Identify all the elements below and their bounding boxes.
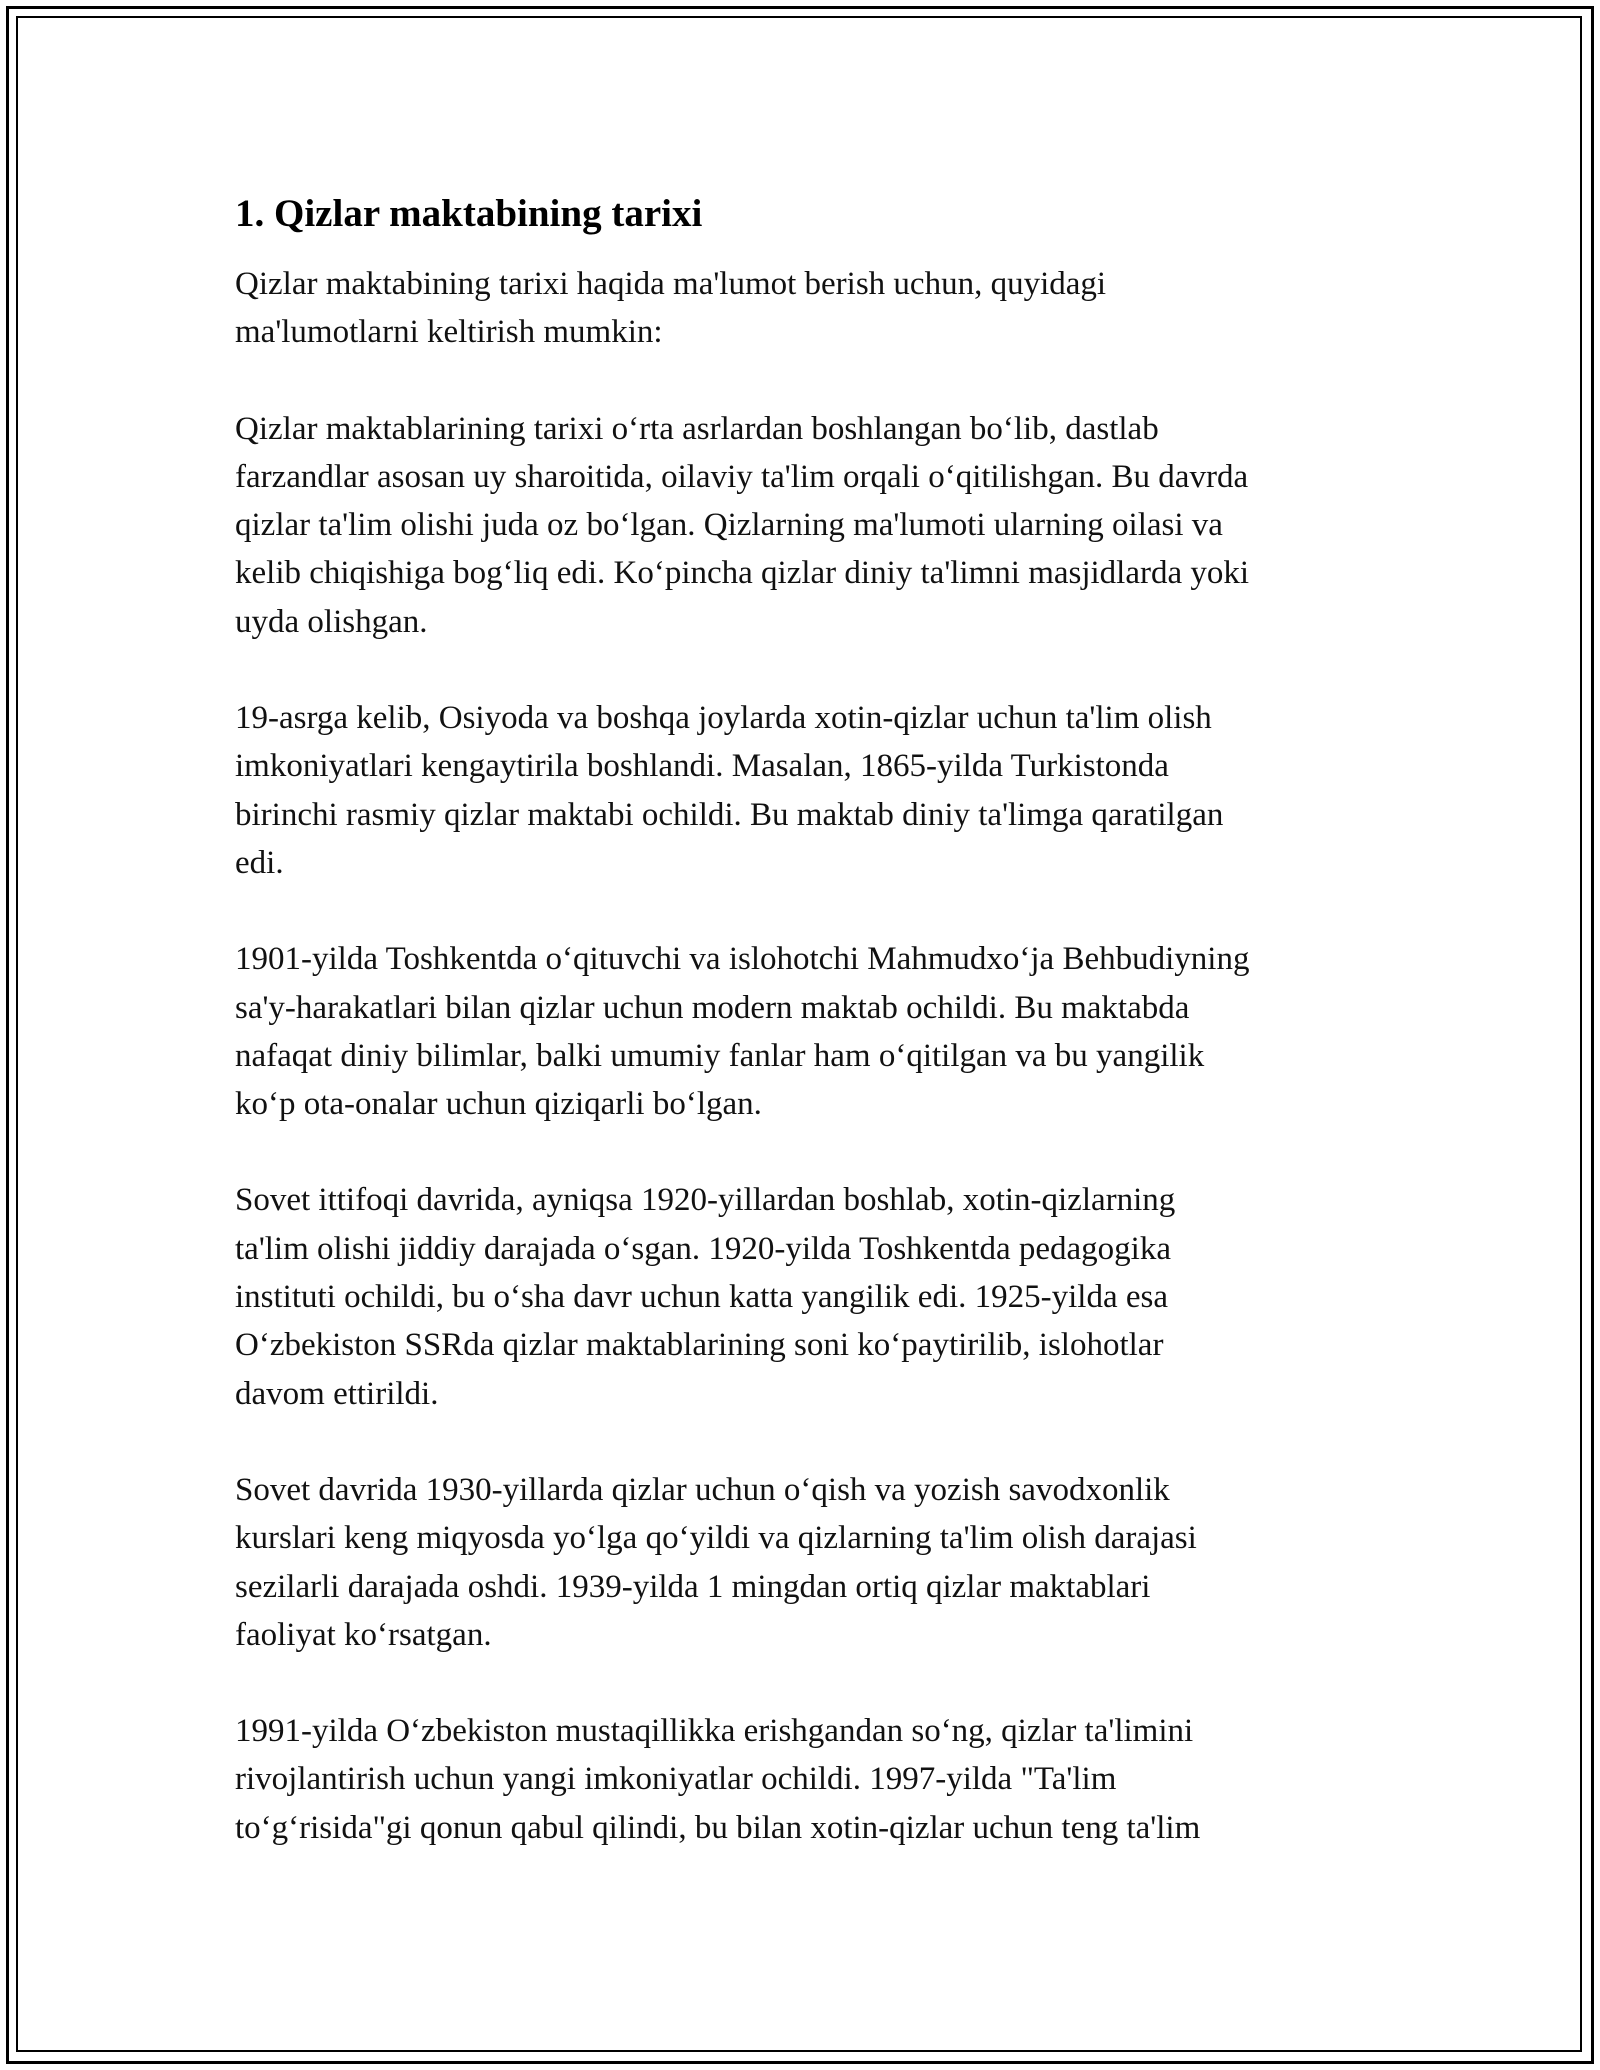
nineteenth-century-paragraph: 19-asrga kelib, Osiyoda va boshqa joylarda xotin-qizlar uchun ta'lim olish imkoniyatlari kengaytirila boshlandi. Masalan, 1865-yilda Turkistonda birinchi rasmiy qizlar maktabi ochildi. Bu maktab diniy ta'limga qaratilgan edi. — [235, 700, 1224, 881]
medieval-history-paragraph: Qizlar maktablarining tarixi o‘rta asrlardan boshlangan bo‘lib, dastlab farzandlar asosan uy sharoitida, oilaviy ta'lim orqali o‘qitilishgan. Bu davrda qizlar ta'lim olishi juda oz bo‘lgan. Qizlarning ma'lumoti ularning oilasi va kelib chiqishiga bog‘liq edi. Ko‘pincha qizlar diniy ta'limni masjidlarda yoki uyda olishgan. — [235, 410, 1250, 640]
section-heading: 1. Qizlar maktabining tarixi — [235, 192, 703, 235]
intro-paragraph: Qizlar maktabining tarixi haqida ma'lumot berish uchun, quyidagi ma'lumotlarni keltirish mumkin: — [235, 266, 1107, 351]
document-body — [235, 188, 1375, 1900]
soviet-1920s-paragraph: Sovet ittifoqi davrida, ayniqsa 1920-yillardan boshlab, xotin-qizlarning ta'lim olishi jiddiy darajada o‘sgan. 1920-yilda Toshkentda pedagogika instituti ochildi, bu o‘sha davr uchun katta yangilik edi. 1925-yilda esa O‘zbekiston SSRda qizlar maktablarining soni ko‘paytirilib, islohotlar davom ettirildi. — [235, 1182, 1176, 1412]
independence-paragraph: 1991-yilda O‘zbekiston mustaqillikka erishgandan so‘ng, qizlar ta'limini rivojlantirish uchun yangi imkoniyatlar ochildi. 1997-yilda "Ta'lim to‘g‘risida"gi qonun qabul qilindi, bu bilan xotin-qizlar uchun teng ta'lim — [235, 1713, 1201, 1846]
soviet-1930s-paragraph: Sovet davrida 1930-yillarda qizlar uchun o‘qish va yozish savodxonlik kurslari keng miqyosda yo‘lga qo‘yildi va qizlarning ta'lim olish darajasi sezilarli darajada oshdi. 1939-yilda 1 mingdan ortiq qizlar maktablari faoliyat ko‘rsatgan. — [235, 1471, 1197, 1653]
behbudiy-school-paragraph: 1901-yilda Toshkentda o‘qituvchi va islohotchi Mahmudxo‘ja Behbudiyning sa'y-harakatlari bilan qizlar uchun modern maktab ochildi. Bu maktabda nafaqat diniy bilimlar, balki umumiy fanlar ham o‘qitilgan va bu yangilik ko‘p ota-onalar uchun qiziqarli bo‘lgan. — [235, 941, 1250, 1123]
